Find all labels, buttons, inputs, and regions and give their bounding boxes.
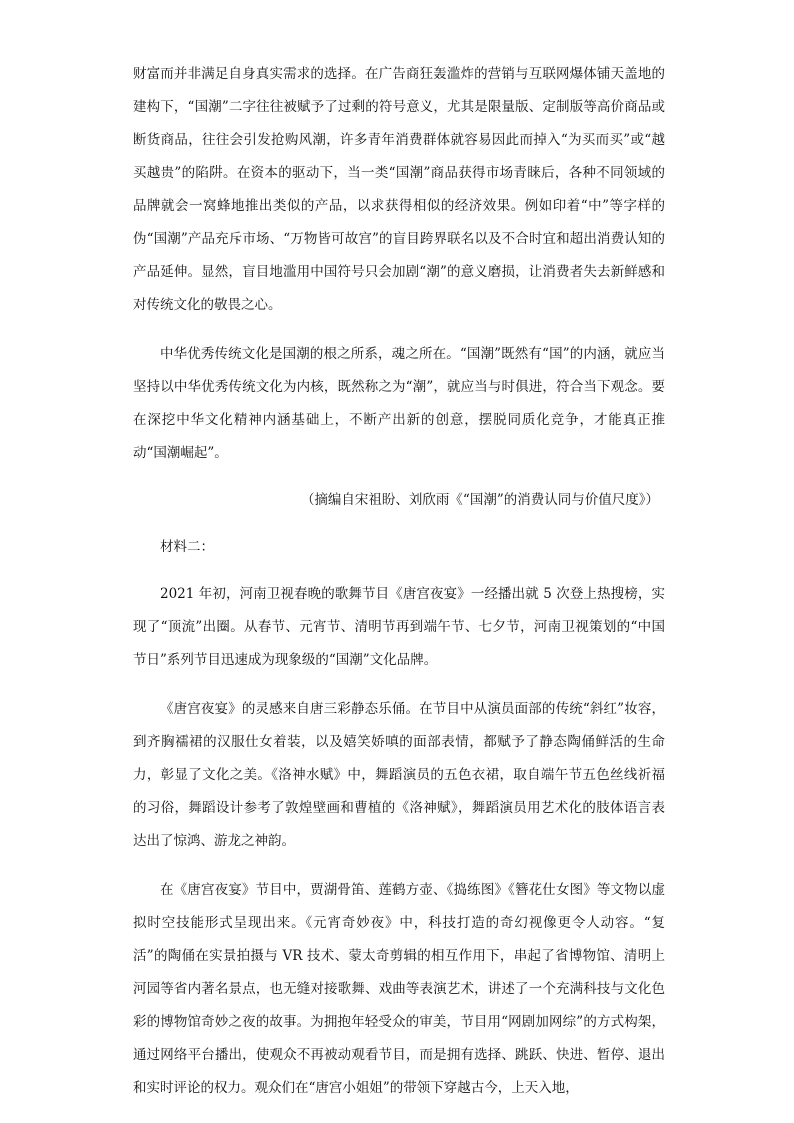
paragraph-technology-presentation: 在《唐宫夜宴》节目中，贾湖骨笛、莲鹤方壶、《捣练图》《簪花仕女图》等文物以虚拟时空技能形式呈现出来。《元宵奇妙夜》中，科技打造的奇幻视像更令人动容。“复活”的陶俑在实景拍摄与 VR 技术、蒙太奇剪辑的相互作用下，串起了省博物馆、清明上河园等省内著名景点，也无缝对接歌舞、戏曲等表演艺术，讲述了一个充满科技与文化色彩的博物馆奇妙之夜的故事。为拥抱年轻受众的审美，节目用“网剧加网综”的方式构架，通过网络平台播出，使观众不再被动观看节目，而是拥有选择、跳跃、快进、暂停、退出和实时评论的权力。观众们在“唐宫小姐姐”的带领下穿越古今，上天入地， bbox=[133, 882, 665, 1096]
paragraph-gap bbox=[133, 470, 665, 484]
source-citation: （摘编自宋祖盼、刘欣雨《“国潮”的消费认同与价值尺度》） bbox=[300, 492, 659, 508]
paragraph-gap bbox=[133, 322, 665, 338]
document-body bbox=[133, 58, 665, 1105]
paragraph-continuation: 财富而并非满足自身真实需求的选择。在广告商狂轰滥炸的营销与互联网爆体铺天盖地的建构下，“国潮”二字往往被赋予了过剩的符号意义，尤其是限量版、定制版等高价商品或断货商品，往往会引发抢购风潮，许多青年消费群体就容易因此而掉入“为买而买”或“越买越贵”的陷阱。在资本的驱动下，当一类“国潮”商品获得市场青睐后，各种不同领域的品牌就会一窝蜂地推出类似的产品，以求获得相似的经济效果。例如印着“中”等字样的伪“国潮”产品充斥市场、“万物皆可故宫”的盲目跨界联名以及不合时宜和超出消费认知的产品延伸。显然，盲目地滥用中国符号只会加剧“潮”的意义磨损，让消费者失去新鲜感和对传统文化的敬畏之心。 bbox=[133, 66, 665, 313]
paragraph-henan-tv: 2021 年初，河南卫视春晚的歌舞节目《唐宫夜宴》一经播出就 5 次登上热搜榜，实现了“顶流”出圈。从春节、元宵节、清明节再到端午节、七夕节，河南卫视策划的“中国节日”系列节目迅速成为现象级的“国潮”文化品牌。 bbox=[133, 586, 665, 668]
paragraph-gap bbox=[133, 858, 665, 874]
material-two-label: 材料二： bbox=[160, 539, 214, 555]
paragraph-gap bbox=[133, 677, 665, 693]
paragraph-gap bbox=[133, 564, 665, 578]
paragraph-tang-palace-inspiration: 《唐宫夜宴》的灵感来自唐三彩静态乐俑。在节目中从演员面部的传统“斜红”妆容，到齐胸襦裙的汉服仕女着装，以及嬉笑娇嗔的面部表情，都赋予了静态陶俑鲜活的生命力，彰显了文化之美。《洛神水赋》中，舞蹈演员的五色衣裙，取自端午节五色丝线祈福的习俗，舞蹈设计参考了敦煌壁画和曹植的《洛神赋》，舞蹈演员用艺术化的肢体语言表达出了惊鸿、游龙之神韵。 bbox=[133, 701, 665, 849]
paragraph-guochao-core: 中华优秀传统文化是国潮的根之所系，魂之所在。“国潮”既然有“国”的内涵，就应当坚持以中华优秀传统文化为内核，既然称之为“潮”，就应当与时俱进，符合当下观念。要在深挖中华文化精神内涵基础上，不断产出新的创意，摆脱同质化竞争，才能真正推动“国潮崛起”。 bbox=[133, 346, 665, 461]
paragraph-gap bbox=[133, 517, 665, 531]
